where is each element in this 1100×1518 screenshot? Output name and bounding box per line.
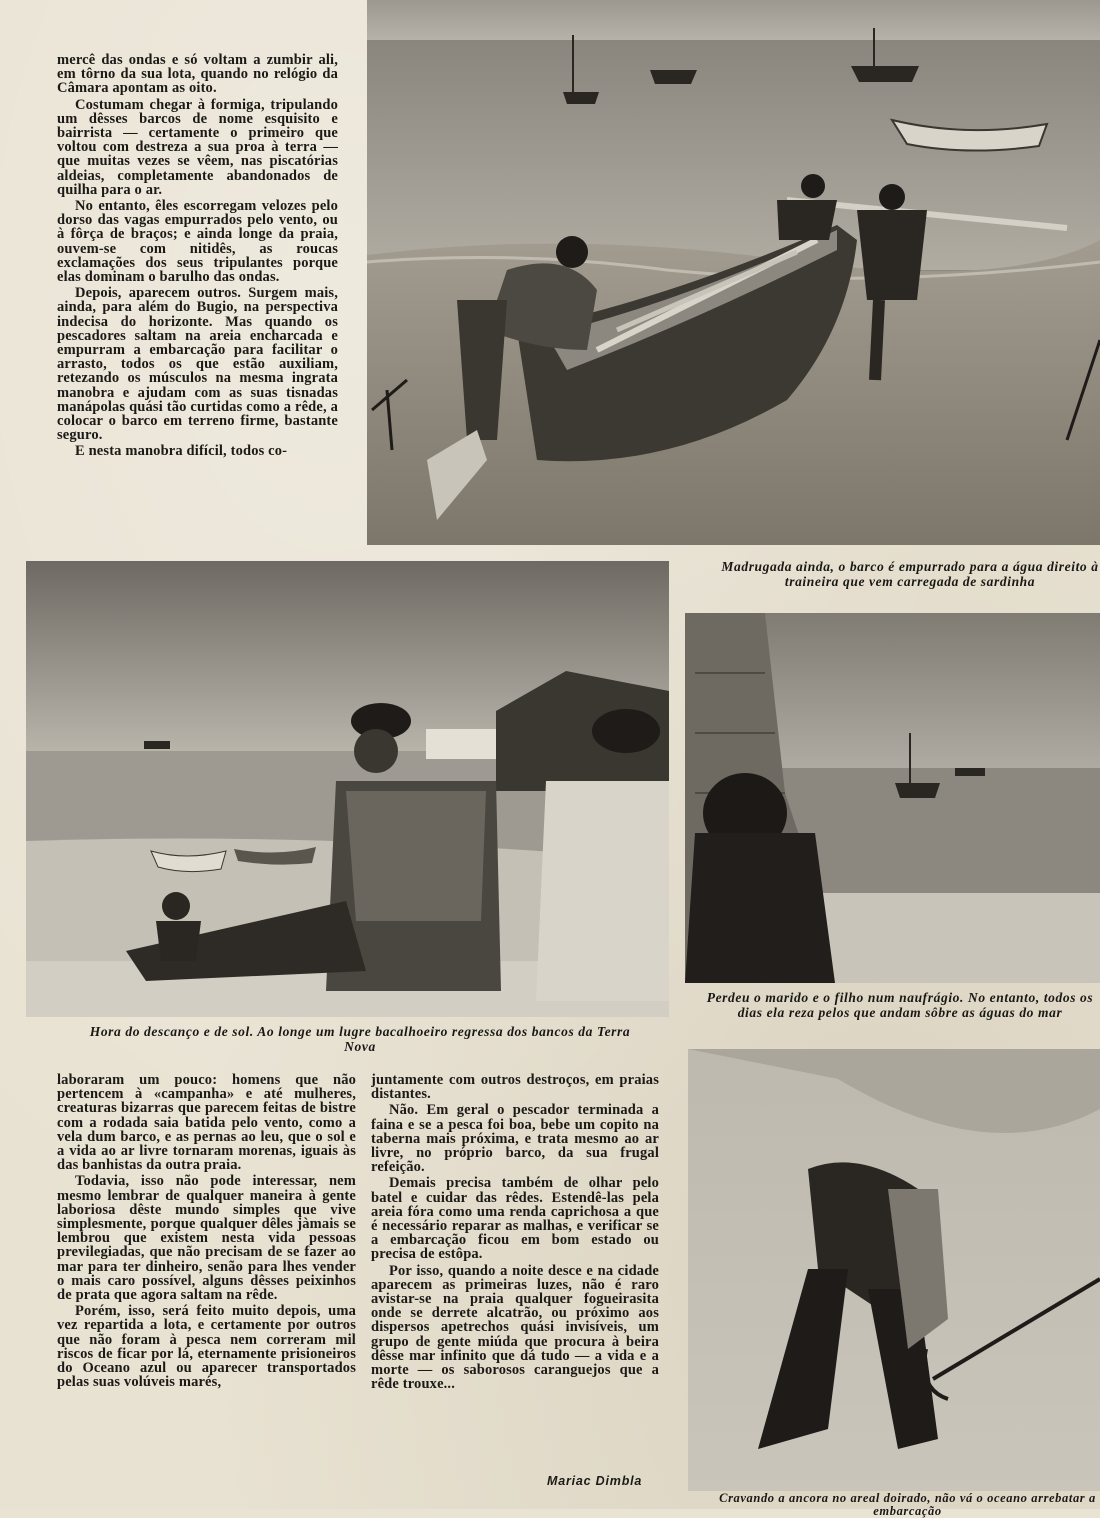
caption-boat-pushed: Madrugada ainda, o barco é empurrado para a água direito à traineira que vem carregada de sardinha [721,559,1099,589]
paragraph: juntamente com outros destroços, em praias distantes. [371,1073,659,1103]
paragraph: Costumam chegar à formiga, tripulando um dêsses barcos de nome esquisito e bairrista — certamente o primeiro que voltou com destreza a sua proa à terra — que muitas vezes se vêem, nas piscatórias aldeias, completamente abandonados de quilha para o ar. [57,96,338,198]
paragraph: Porém, isso, será feito muito depois, uma vez repartida a lota, e certamente por outros que não foram à pesca nem correram mil riscos de ficar por lá, eternamente prisioneiros do Oceano azul ou aparecer transportados pelas suas volúveis marés, [57,1303,356,1391]
paragraph: Por isso, quando a noite desce e na cidade aparecem as primeiras luzes, não é raro avistar-se na praia qualquer fogueirasita onde se derrete alcatrão, ou próximo aos dispersos apetrechos quási invisíveis, um grupo de gente miúda que procura à beira dêsse mar infinito que dá tudo — a vida e a morte — os saborosos caranguejos que a rêde trouxe... [371,1262,659,1393]
photo-fishermen-resting [26,561,669,1017]
paragraph: laboraram um pouco: homens que não pertencem à «campanha» e até mulheres, creaturas bizarras que parecem feitas de bistre com a rodada saia batida pelo vento, como a vela dum barco, e as pernas ao leu, que o sol e a vida ao ar livre tornaram morenas, iguais às das banhistas da outra praia. [57,1073,356,1174]
caption-rest: Hora do descanço e de sol. Ao longe um lugre bacalhoeiro regressa dos bancos da Terra Nova [89,1024,631,1054]
paragraph: No entanto, êles escorregam velozes pelo dorso das vagas empurrados pelo vento, ou à fôrça de braços; e ainda longe da praia, ouvem-se com nitidês, as roucas exclamações dos seus tripulantes porque elas dominam o barulho das ondas. [57,198,338,286]
paragraph: Demais precisa também de olhar pelo batel e cuidar das rêdes. Estendê-las pela areia fóra como uma renda caprichosa a que é necessário reparar as malhas, e verificar se a embarcação ficou em bom estado ou precisa de estôpa. [371,1175,659,1263]
author-signature: Mariac Dimbla [547,1474,643,1488]
caption-anchor: Cravando a ancora no areal doirado, não vá o oceano arrebatar a embarcação [719,1491,1096,1518]
paragraph: mercê das ondas e só voltam a zumbir ali, em tôrno da sua lota, quando no relógio da Câmara apontam as oito. [57,53,338,97]
widow-photo-image [685,613,1100,983]
paragraph: Não. Em geral o pescador terminada a faina e se a pesca foi boa, bebe um copito na taberna mais próxima, e trata mesmo ao ar livre, no próprio barco, da sua frugal refeição. [371,1102,659,1176]
boat-photo-image [367,0,1100,545]
article-column-top [57,53,338,533]
paragraph: E nesta manobra difícil, todos co- [75,443,288,460]
caption-widow: Perdeu o marido e o filho num naufrágio. No entanto, todos os dias ela reza pelos que andam sôbre as águas do mar [706,990,1094,1020]
photo-anchor-in-sand [688,1049,1100,1491]
photo-fishermen-pushing-boat [367,0,1100,545]
paragraph: Depois, aparecem outros. Surgem mais, ainda, para além do Bugio, na perspectiva indecisa do horizonte. Mas quando os pescadores saltam na areia encharcada e empurram a embarcação para facilitar o arrasto, todos os que estão auxiliam, retezando os músculos na mesma ingrata manobra e ajudam com as suas tisnadas manápolas quási tão curtidas como a rêde, a colocar o barco em terreno firme, bastante seguro. [57,285,338,444]
rest-photo-image [26,561,669,1017]
photo-widow-by-sea [685,613,1100,983]
anchor-photo-image [688,1049,1100,1491]
article-column-bottom-right [371,1073,659,1433]
article-column-bottom-left [57,1073,356,1485]
paragraph: Todavia, isso não pode interessar, nem mesmo lembrar de qualquer maneira à gente laboriosa dêste mundo simples que vive simplesmente, porque qualquer dêles jàmais se lembrou que existem nesta vida pessoas previlegiadas, que não precisam de se fazer ao mar para ter dinheiro, senão para lhes vender o mais caro possível, alguns dêsses peixinhos de prata que agora saltam na rêde. [57,1173,356,1304]
